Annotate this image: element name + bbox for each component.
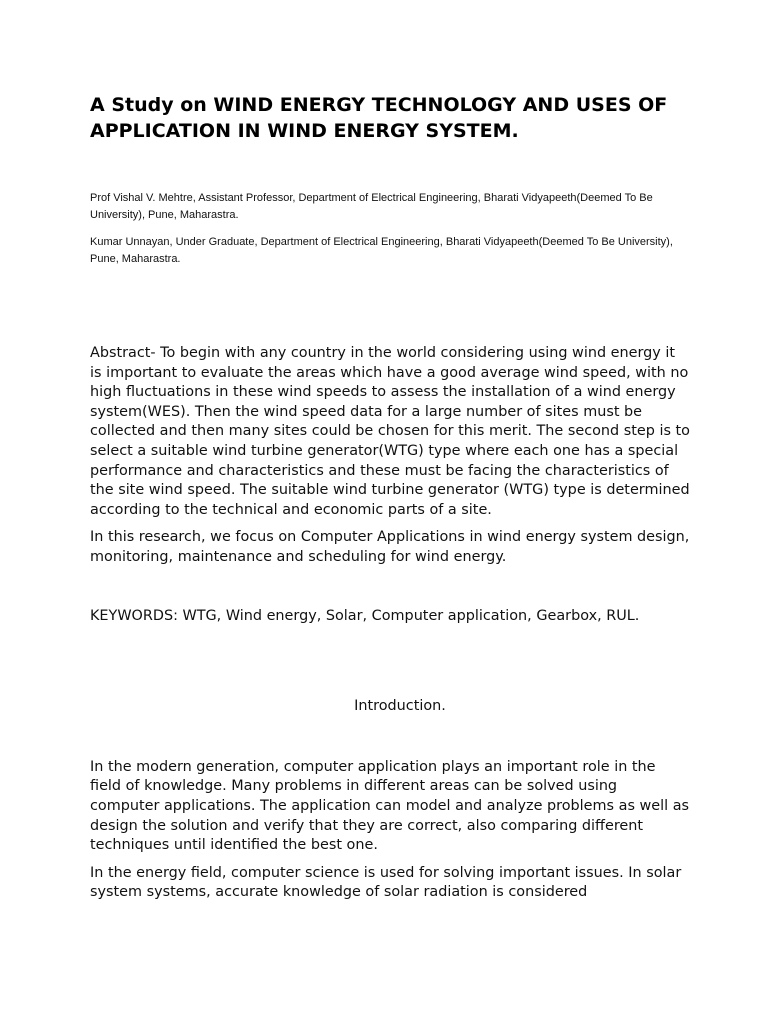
abstract-paragraph-2: In this research, we focus on Computer Applications in wind energy system design, monitoring, maintenance and scheduling for wind energy. xyxy=(90,529,690,565)
page-content xyxy=(90,92,690,903)
paper-title: A Study on WIND ENERGY TECHNOLOGY AND USES OF APPLICATION IN WIND ENERGY SYSTEM. xyxy=(90,94,668,142)
introduction-heading: Introduction. xyxy=(354,698,446,715)
author-affiliation-1: Prof Vishal V. Mehtre, Assistant Professor, Department of Electrical Engineering, Bharati Vidyapeeth(Deemed To Be University), Pune, Maharastra. xyxy=(90,192,653,221)
introduction-section xyxy=(90,758,690,903)
author-affiliation-2: Kumar Unnayan, Under Graduate, Department of Electrical Engineering, Bharati Vidyapeeth(Deemed To Be University), Pune, Maharastra. xyxy=(90,236,673,265)
abstract-paragraph-1: Abstract- To begin with any country in the world considering using wind energy it is important to evaluate the areas which have a good average wind speed, with no high fluctuations in these wind speeds to assess the installation of a wind energy system(WES). Then the wind speed data for a large number of sites must be collected and then many sites could be chosen for this merit. The second step is to select a suitable wind turbine generator(WTG) type where each one has a special performance and characteristics and these must be facing the characteristics of the site wind speed. The suitable wind turbine generator (WTG) type is determined according to the technical and economic parts of a site. xyxy=(90,345,690,518)
introduction-paragraph-2: In the energy field, computer science is used for solving important issues. In solar system systems, accurate knowledge of solar radiation is considered xyxy=(90,864,682,901)
abstract-section xyxy=(90,344,690,568)
keywords-line: KEYWORDS: WTG, Wind energy, Solar, Computer application, Gearbox, RUL. xyxy=(90,607,640,624)
introduction-paragraph-1: In the modern generation, computer application plays an important role in the field of knowledge. Many problems in different areas can be solved using computer applications. The application can model and analyze problems as well as design the solution and verify that they are correct, also comparing different techniques until identified the best one. xyxy=(90,758,690,854)
author-list xyxy=(90,190,690,268)
